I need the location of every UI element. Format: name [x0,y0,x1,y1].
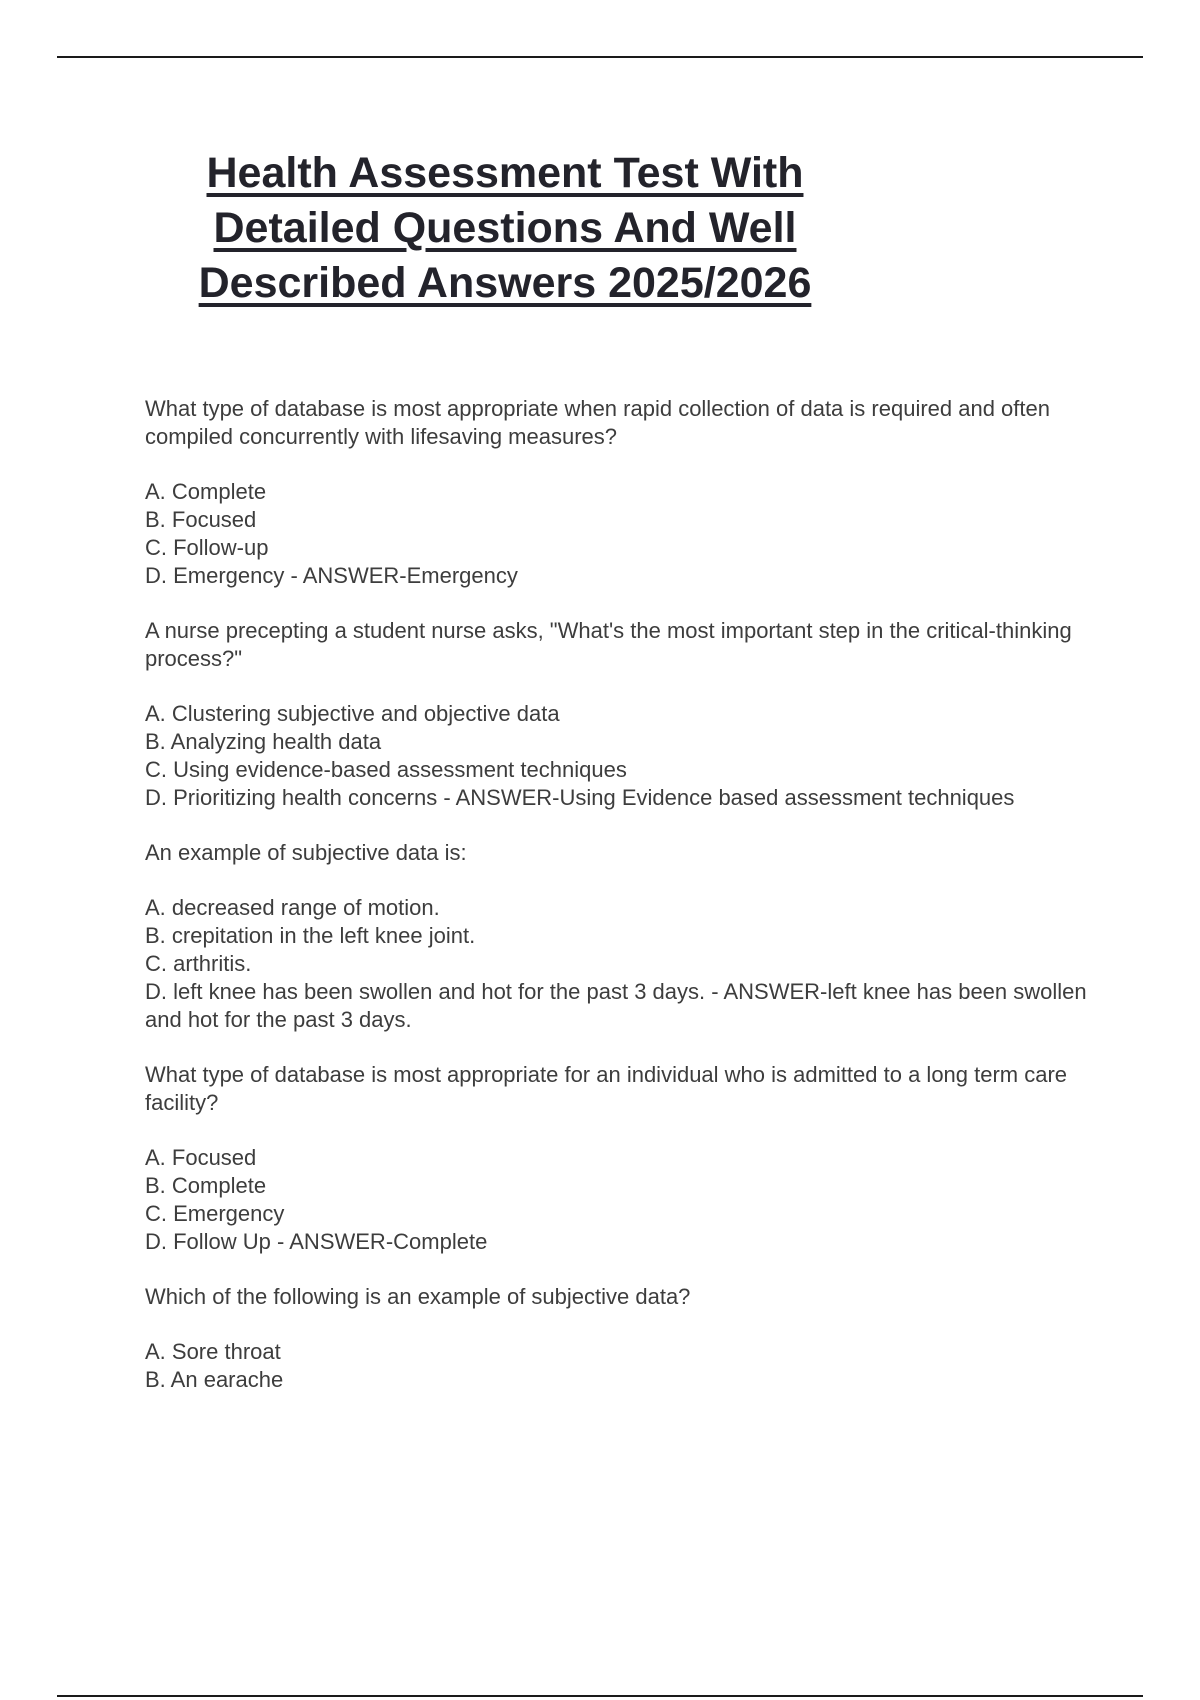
option-list [145,1338,1090,1394]
option-list [145,1144,1090,1256]
option-c: C. Follow-up [145,535,269,560]
option-d-with-answer: D. Prioritizing health concerns - ANSWER-Using Evidence based assessment techniques [145,785,1015,810]
option-c: C. arthritis. [145,951,252,976]
question-text: A nurse precepting a student nurse asks, "What's the most important step in the critical-thinking process?" [145,618,1072,671]
document-title-text: Health Assessment Test With Detailed Questions And Well Described Answers 2025/2026 [198,149,812,307]
top-rule [57,56,1143,58]
bottom-rule [57,1695,1143,1697]
option-b: B. An earache [145,1367,284,1392]
question-text: Which of the following is an example of subjective data? [145,1284,691,1309]
option-d-with-answer: D. Follow Up - ANSWER-Complete [145,1229,488,1254]
option-a: A. Focused [145,1145,257,1170]
document-title [140,146,870,311]
option-d-with-answer: D. left knee has been swollen and hot for the past 3 days. - ANSWER-left knee has been swollen and hot for the past 3 days. [145,979,1087,1032]
question-block [145,617,1090,812]
question-text: What type of database is most appropriate when rapid collection of data is required and often compiled concurrently with lifesaving measures? [145,396,1050,449]
option-b: B. crepitation in the left knee joint. [145,923,476,948]
option-b: B. Focused [145,507,257,532]
option-list [145,894,1090,1034]
option-b: B. Analyzing health data [145,729,382,754]
option-c: C. Using evidence-based assessment techniques [145,757,627,782]
option-a: A. Sore throat [145,1339,281,1364]
option-c: C. Emergency [145,1201,285,1226]
question-text: An example of subjective data is: [145,840,467,865]
option-list [145,478,1090,590]
question-block [145,1283,1090,1394]
option-a: A. Clustering subjective and objective data [145,701,560,726]
option-b: B. Complete [145,1173,267,1198]
question-list [145,395,1090,1421]
question-text: What type of database is most appropriate for an individual who is admitted to a long term care facility? [145,1062,1068,1115]
question-block [145,1061,1090,1256]
option-list [145,700,1090,812]
option-a: A. Complete [145,479,267,504]
question-block [145,839,1090,1034]
option-d-with-answer: D. Emergency - ANSWER-Emergency [145,563,518,588]
question-block [145,395,1090,590]
option-a: A. decreased range of motion. [145,895,440,920]
